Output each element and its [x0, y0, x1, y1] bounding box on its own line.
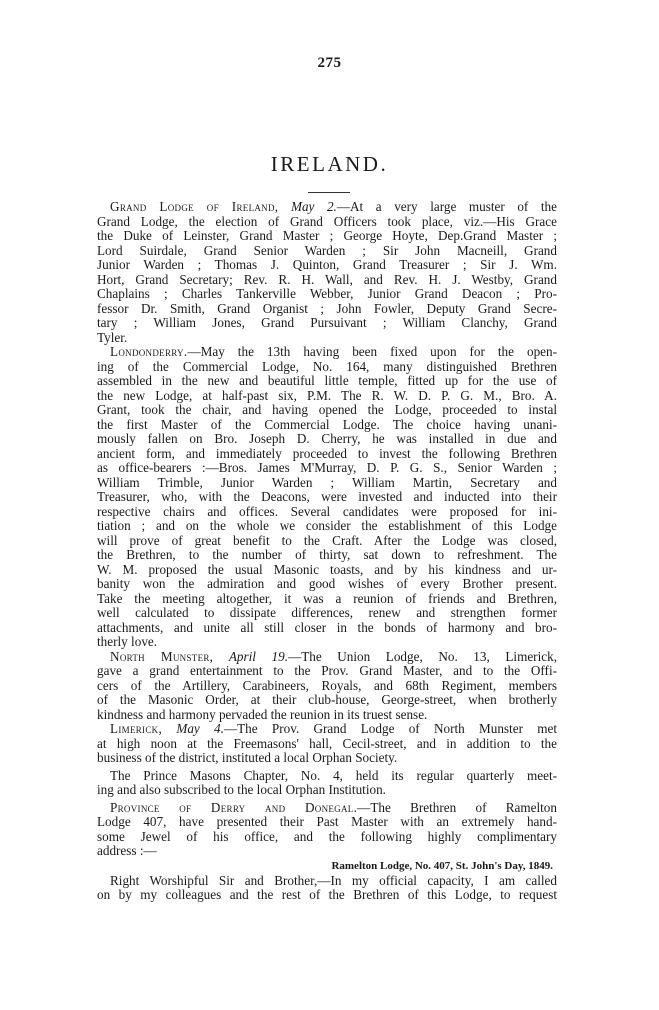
text-line: Junior Warden ; Thomas J. Quinton, Grand Treasurer ; Sir J. Wm. — [97, 258, 557, 272]
text-line: North Munster, April 19.—The Union Lodge, No. 13, Limerick, — [110, 649, 557, 664]
paragraph-prince-masons — [97, 769, 557, 798]
text-line: kindness and harmony pervaded the reunion in its truest sense. — [97, 707, 428, 722]
text-line: tiation ; and on the whole we consider the establishment of this Lodge — [97, 519, 557, 533]
text-line: Tyler. — [97, 330, 128, 345]
text-line: the first Master of the Commercial Lodge. The choice having unani- — [97, 417, 557, 432]
text-line: Limerick, May 4.—The Prov. Grand Lodge of North Munster met — [110, 722, 557, 736]
text-line: ancient form, and immediately proceeded to invest the following Brethren — [97, 446, 557, 461]
paragraph-date: April 19. — [228, 649, 288, 664]
text-line: tary ; William Jones, Grand Pursuivant ; William Clanchy, Grand — [97, 316, 557, 330]
text-line: Take the meeting altogether, it was a reunion of friends and Brethren, — [97, 591, 557, 606]
text-line: address :— — [97, 844, 157, 858]
paragraph-heading: North Munster, — [110, 649, 214, 664]
text-line: of the Masonic Order, at their club-house, George-street, when brotherly — [97, 693, 557, 707]
paragraph-heading: Londonderry. — [110, 345, 188, 359]
text-line: on by my colleagues and the rest of the Brethren of this Lodge, to request — [97, 888, 557, 902]
text-line: Grand Lodge of Ireland, May 2.—At a very large muster of the — [110, 200, 557, 214]
text-line: ing and also subscribed to the local Orphan Institution. — [97, 783, 386, 797]
paragraph-heading: Grand Lodge of Ireland, — [110, 200, 279, 214]
text-line: the Brethren, to the number of thirty, sat down to refreshment. The — [97, 548, 557, 562]
paragraph-heading: Province of Derry and Donegal. — [110, 800, 358, 815]
text-line: some Jewel of his office, and the following highly complimentary — [97, 829, 557, 844]
text-line: Grand Lodge, the election of Grand Officers took place, viz.—His Grace — [97, 214, 557, 229]
text-line: W. M. proposed the usual Masonic toasts, and by his kindness and ur- — [97, 562, 557, 577]
article-body — [97, 200, 557, 903]
text-line: Londonderry.—May the 13th having been fixed upon for the open- — [110, 345, 557, 359]
paragraph-limerick — [97, 722, 557, 766]
text-line: therly love. — [97, 635, 158, 649]
text-line: business of the district, instituted a local Orphan Society. — [97, 751, 398, 765]
text-line: as office-bearers :—Bros. James M'Murray, D. P. G. S., Senior Warden ; — [97, 461, 557, 475]
text-line: at high noon at the Freemasons' hall, Cecil-street, and in addition to the — [97, 736, 557, 751]
text-line: Chaplains ; Charles Tankerville Webber, Junior Grand Deacon ; Pro- — [97, 287, 557, 301]
paragraph-date: May 4. — [176, 722, 224, 736]
text-line: attachments, and unite all still closer in the bonds of harmony and bro- — [97, 620, 557, 635]
text-line: well calculated to dissipate differences, renew and strengthen former — [97, 606, 557, 620]
paragraph-grand-lodge — [97, 200, 557, 345]
text-line: the Duke of Leinster, Grand Master ; George Hoyte, Dep.Grand Master ; — [97, 229, 557, 243]
text-line: The Prince Masons Chapter, No. 4, held its regular quarterly meet- — [110, 768, 557, 783]
paragraph-north-munster — [97, 650, 557, 723]
text-line: will prove of great benefit to the Craft. After the Lodge was closed, — [97, 533, 557, 548]
page-title: IRELAND. — [270, 152, 389, 176]
paragraph-londonderry — [97, 345, 557, 650]
text-line: banity won the admiration and good wishes of every Brother present. — [97, 577, 557, 591]
letter-dateline: Ramelton Lodge, No. 407, St. John's Day, 1849. — [331, 859, 553, 872]
letter — [97, 859, 557, 903]
text-line: Province of Derry and Donegal.—The Brethren of Ramelton — [110, 800, 557, 815]
text-line: Right Worshipful Sir and Brother,—In my official capacity, I am called — [110, 873, 557, 888]
text-line: ing of the Commercial Lodge, No. 164, many distinguished Brethren — [97, 359, 557, 374]
text-line: the new Lodge, at half-past six, P.M. The R. W. D. P. G. M., Bro. A. — [97, 388, 557, 403]
text-line: assembled in the new and beautiful little temple, fitted up for the use of — [97, 374, 557, 388]
text-line: Lord Suirdale, Grand Senior Warden ; Sir John Macneill, Grand — [97, 243, 557, 258]
text-line: Treasurer, who, with the Deacons, were invested and inducted into their — [97, 490, 557, 504]
text-line: Grant, took the chair, and having opened the Lodge, proceeded to instal — [97, 403, 557, 417]
text-line: gave a grand entertainment to the Prov. Grand Master, and to the Offi- — [97, 664, 557, 678]
text-line: Lodge 407, have presented their Past Master with an extremely hand- — [97, 815, 557, 829]
text-line: William Trimble, Junior Warden ; William Martin, Secretary and — [97, 475, 557, 490]
text-line: mously fallen on Bro. Joseph D. Cherry, he was installed in due and — [97, 432, 557, 446]
text-line: cers of the Artillery, Carabineers, Royals, and 68th Regiment, members — [97, 678, 557, 693]
text-line: Hort, Grand Secretary; Rev. R. H. Wall, and Rev. H. J. Westby, Grand — [97, 272, 557, 287]
text-line: fessor Dr. Smith, Grand Organist ; John Fowler, Deputy Grand Secre- — [97, 301, 557, 316]
paragraph-derry-donegal — [97, 801, 557, 859]
paragraph-heading: Limerick, — [110, 722, 163, 736]
paragraph-date: May 2. — [290, 200, 337, 214]
text-line: respective chairs and offices. Several candidates were proposed for ini- — [97, 504, 557, 519]
title-rule — [308, 192, 350, 193]
page-number: 275 — [317, 55, 342, 71]
